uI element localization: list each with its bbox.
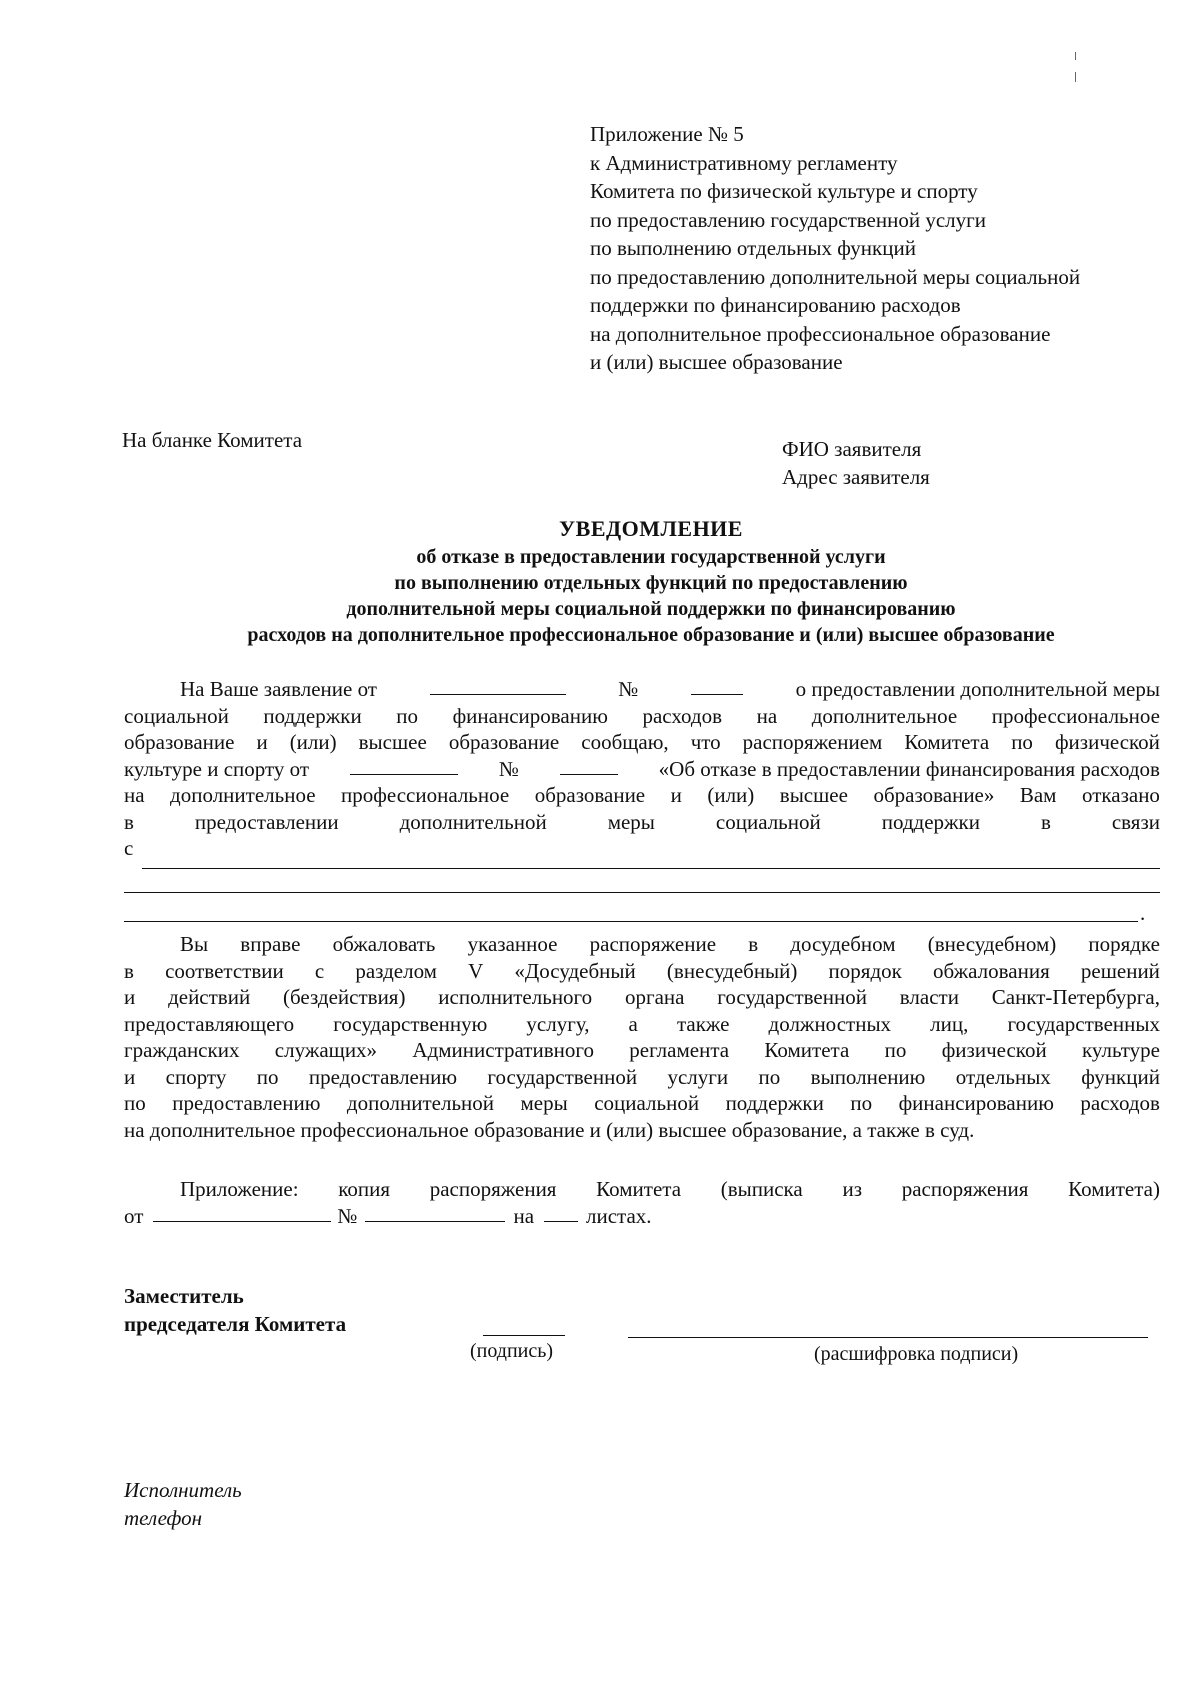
annex-block [590, 120, 1170, 377]
word: социальной [715, 809, 821, 834]
number-blank[interactable] [365, 1203, 505, 1222]
word: связи [1111, 809, 1160, 834]
word: отказано [1081, 783, 1160, 807]
scan-mark [1075, 52, 1076, 60]
signature-line[interactable] [483, 1335, 565, 1336]
notice-paragraph [124, 676, 1160, 862]
word: Административного [412, 1038, 594, 1062]
paragraph-line [124, 1090, 1160, 1117]
word: а [628, 1011, 638, 1036]
paragraph-line [124, 782, 1160, 809]
word: (выписка [720, 1177, 803, 1201]
word: государственную [333, 1011, 488, 1036]
recipient-block [782, 435, 930, 491]
annex-line: к Административному регламенту [590, 150, 898, 175]
word: предоставлению [172, 1091, 321, 1115]
date-blank[interactable] [430, 676, 566, 695]
word: «Досудебный [514, 958, 636, 983]
paragraph-line: на дополнительное профессиональное образование и (или) высшее образование, а также в суд. [124, 1117, 975, 1142]
word: финансированию [452, 703, 608, 728]
word: в [748, 932, 759, 956]
date-blank[interactable] [153, 1203, 331, 1222]
word: социальной [124, 703, 229, 728]
signature-decode-label: (расшифровка подписи) [814, 1343, 1019, 1365]
paragraph-line [124, 676, 1160, 703]
word: образование [448, 730, 560, 754]
word: физической [1054, 730, 1160, 754]
word: дополнительной [346, 1091, 495, 1115]
annex-line: на дополнительное профессиональное образование [590, 321, 1051, 346]
word: физической [941, 1038, 1047, 1062]
word: что [690, 730, 721, 754]
word: указанное [467, 932, 558, 956]
paragraph-line [124, 1011, 1160, 1038]
executor-label: Исполнитель [124, 1478, 242, 1502]
word: от [124, 1203, 144, 1228]
word: профессиональное [341, 783, 510, 807]
word: служащих» [274, 1038, 378, 1062]
end-dot: . [1140, 901, 1146, 925]
word: образование [534, 783, 646, 807]
word: также [676, 1011, 730, 1036]
word: соответствии [165, 958, 284, 983]
text-fragment: о предоставлении дополнительной меры [795, 677, 1160, 701]
word: меры [607, 809, 655, 834]
title-line: по выполнению отдельных функций по предоставлению [394, 572, 908, 594]
word: Приложение: [180, 1177, 299, 1201]
paragraph-line [124, 1064, 1160, 1091]
word: на [756, 703, 778, 728]
word: должностных [768, 1011, 892, 1036]
word: Вы [180, 932, 209, 956]
attachment-paragraph [124, 1176, 1160, 1229]
word: решений [1080, 958, 1160, 983]
annex-line: и (или) высшее образование [590, 350, 843, 374]
word: на [513, 1203, 535, 1228]
number-sign: № [337, 1203, 358, 1228]
word: распоряжение [589, 932, 717, 956]
date-blank[interactable] [350, 756, 458, 775]
paragraph-line [124, 931, 1160, 958]
word: поддержки [263, 703, 362, 728]
annex-line: по предоставлению дополнительной меры социальной [590, 264, 1081, 289]
document-title [120, 514, 1182, 648]
word: регламента [629, 1038, 730, 1062]
word: и [670, 783, 682, 807]
word: расходов [1080, 1091, 1160, 1115]
word: разделом [355, 958, 437, 983]
word: высшее [358, 730, 427, 754]
title-main: УВЕДОМЛЕНИЕ [559, 516, 743, 541]
paragraph-line [124, 703, 1160, 730]
paragraph-line [124, 809, 1160, 836]
word: органа [624, 985, 685, 1009]
paragraph-line [124, 835, 1160, 862]
recipient-address: Адрес заявителя [782, 465, 930, 489]
number-sign: № [498, 756, 519, 781]
paragraph-line [124, 1203, 1160, 1230]
sheets-blank[interactable] [544, 1203, 578, 1222]
text-fragment: культуре и спорту от [124, 756, 310, 781]
word: по [396, 703, 418, 728]
word: листах. [586, 1203, 652, 1228]
word: сообщаю, [581, 730, 669, 754]
appeal-paragraph [124, 931, 1160, 1143]
word: действий [168, 985, 251, 1009]
word: вправе [240, 932, 301, 956]
word: распоряжения [901, 1177, 1029, 1201]
word: государственной [717, 985, 867, 1009]
word: функций [1081, 1064, 1160, 1089]
word: предоставлению [308, 1064, 458, 1089]
word: с [314, 958, 325, 983]
word: копия [338, 1177, 391, 1201]
word: V [468, 958, 484, 983]
word: финансированию [898, 1091, 1054, 1115]
signature-decode-line[interactable] [628, 1337, 1148, 1338]
word: в [124, 958, 134, 983]
word: по [256, 1064, 279, 1089]
word: по [124, 1091, 146, 1115]
scan-mark [1075, 72, 1076, 82]
phone-label: телефон [124, 1506, 202, 1530]
number-blank[interactable] [560, 756, 618, 775]
signatory-line: председателя Комитета [124, 1312, 347, 1336]
word: (бездействия) [283, 985, 406, 1009]
word: профессиональное [991, 703, 1160, 728]
annex-line: по предоставлению государственной услуги [590, 207, 986, 232]
word: (или) [289, 730, 337, 754]
word: дополнительной [399, 809, 547, 834]
letterhead-note: На бланке Комитета [122, 428, 303, 452]
paragraph-line [124, 984, 1160, 1011]
word: досудебном [790, 932, 896, 956]
reason-line[interactable] [142, 868, 1160, 869]
word: Комитета [596, 1177, 682, 1201]
word: культуре [1082, 1038, 1160, 1062]
signature-label: (подпись) [470, 1340, 554, 1362]
executor-block [124, 1476, 242, 1532]
word: власти [899, 985, 959, 1009]
annex-line: поддержки по финансированию расходов [590, 293, 961, 317]
word: из [842, 1177, 862, 1201]
paragraph-line [124, 1176, 1160, 1203]
word: (внесудебном) [927, 932, 1057, 956]
word: гражданских [124, 1038, 240, 1062]
word: поддержки [725, 1091, 824, 1115]
annex-line: по выполнению отдельных функций [590, 236, 916, 260]
number-sign: № [618, 677, 639, 701]
word: социальной [594, 1091, 700, 1115]
word: выполнению [810, 1064, 926, 1089]
word: исполнительного [438, 985, 593, 1009]
number-blank[interactable] [691, 676, 743, 695]
word: лиц, [930, 1011, 969, 1036]
word: образование [124, 730, 235, 754]
signatory-line: Заместитель [124, 1284, 244, 1308]
word: услуги [667, 1064, 729, 1089]
word: поддержки [881, 809, 980, 834]
word: меры [520, 1091, 568, 1115]
word: распоряжения [429, 1177, 557, 1201]
text-fragment: На Ваше заявление от [180, 677, 377, 701]
paragraph-line [124, 958, 1160, 985]
word: образование» [873, 783, 995, 807]
word: обжалования [932, 958, 1050, 983]
word: обжаловать [332, 932, 436, 956]
word: дополнительное [811, 703, 958, 728]
word: высшее [779, 783, 848, 807]
word: и [124, 1064, 136, 1089]
text-fragment: «Об отказе в предоставлении финансирования расходов [658, 756, 1160, 781]
word: на [124, 783, 145, 807]
word: порядке [1088, 932, 1160, 956]
annex-line: Приложение № 5 [590, 122, 744, 146]
word: услугу, [526, 1011, 590, 1036]
title-line: дополнительной меры социальной поддержки по финансированию [346, 598, 956, 620]
word: с [124, 836, 134, 860]
paragraph-line [124, 1037, 1160, 1064]
word: государственных [1007, 1011, 1160, 1036]
word: и [256, 730, 268, 754]
word: дополнительное [170, 783, 316, 807]
reason-line[interactable] [124, 921, 1138, 922]
word: Вам [1019, 783, 1057, 807]
reason-line[interactable] [124, 892, 1160, 893]
word: порядок [828, 958, 902, 983]
word: Санкт-Петербурга, [991, 985, 1160, 1009]
word: по [850, 1091, 873, 1115]
word: и [124, 985, 136, 1009]
word: по [1011, 730, 1033, 754]
word: предоставляющего [124, 1011, 295, 1036]
paragraph-line [124, 756, 1160, 783]
word: предоставлении [194, 809, 339, 834]
word: спорту [165, 1064, 227, 1089]
word: распоряжением [742, 730, 883, 754]
word: отдельных [955, 1064, 1051, 1089]
word: Комитета [904, 730, 990, 754]
word: (или) [707, 783, 755, 807]
word: по [758, 1064, 781, 1089]
title-line: расходов на дополнительное профессиональное образование и (или) высшее образование [247, 624, 1055, 646]
paragraph-line [124, 729, 1160, 756]
word: (внесудебный) [666, 958, 798, 983]
recipient-name: ФИО заявителя [782, 437, 922, 461]
word: в [1040, 809, 1051, 834]
word: Комитета [764, 1038, 850, 1062]
signatory-title [124, 1282, 346, 1338]
title-line: об отказе в предоставлении государственной услуги [416, 546, 886, 568]
word: государственной [487, 1064, 638, 1089]
word: по [884, 1038, 907, 1062]
word: расходов [642, 703, 723, 728]
word: Комитета) [1068, 1177, 1160, 1201]
annex-line: Комитета по физической культуре и спорту [590, 179, 978, 203]
word: в [124, 809, 134, 834]
